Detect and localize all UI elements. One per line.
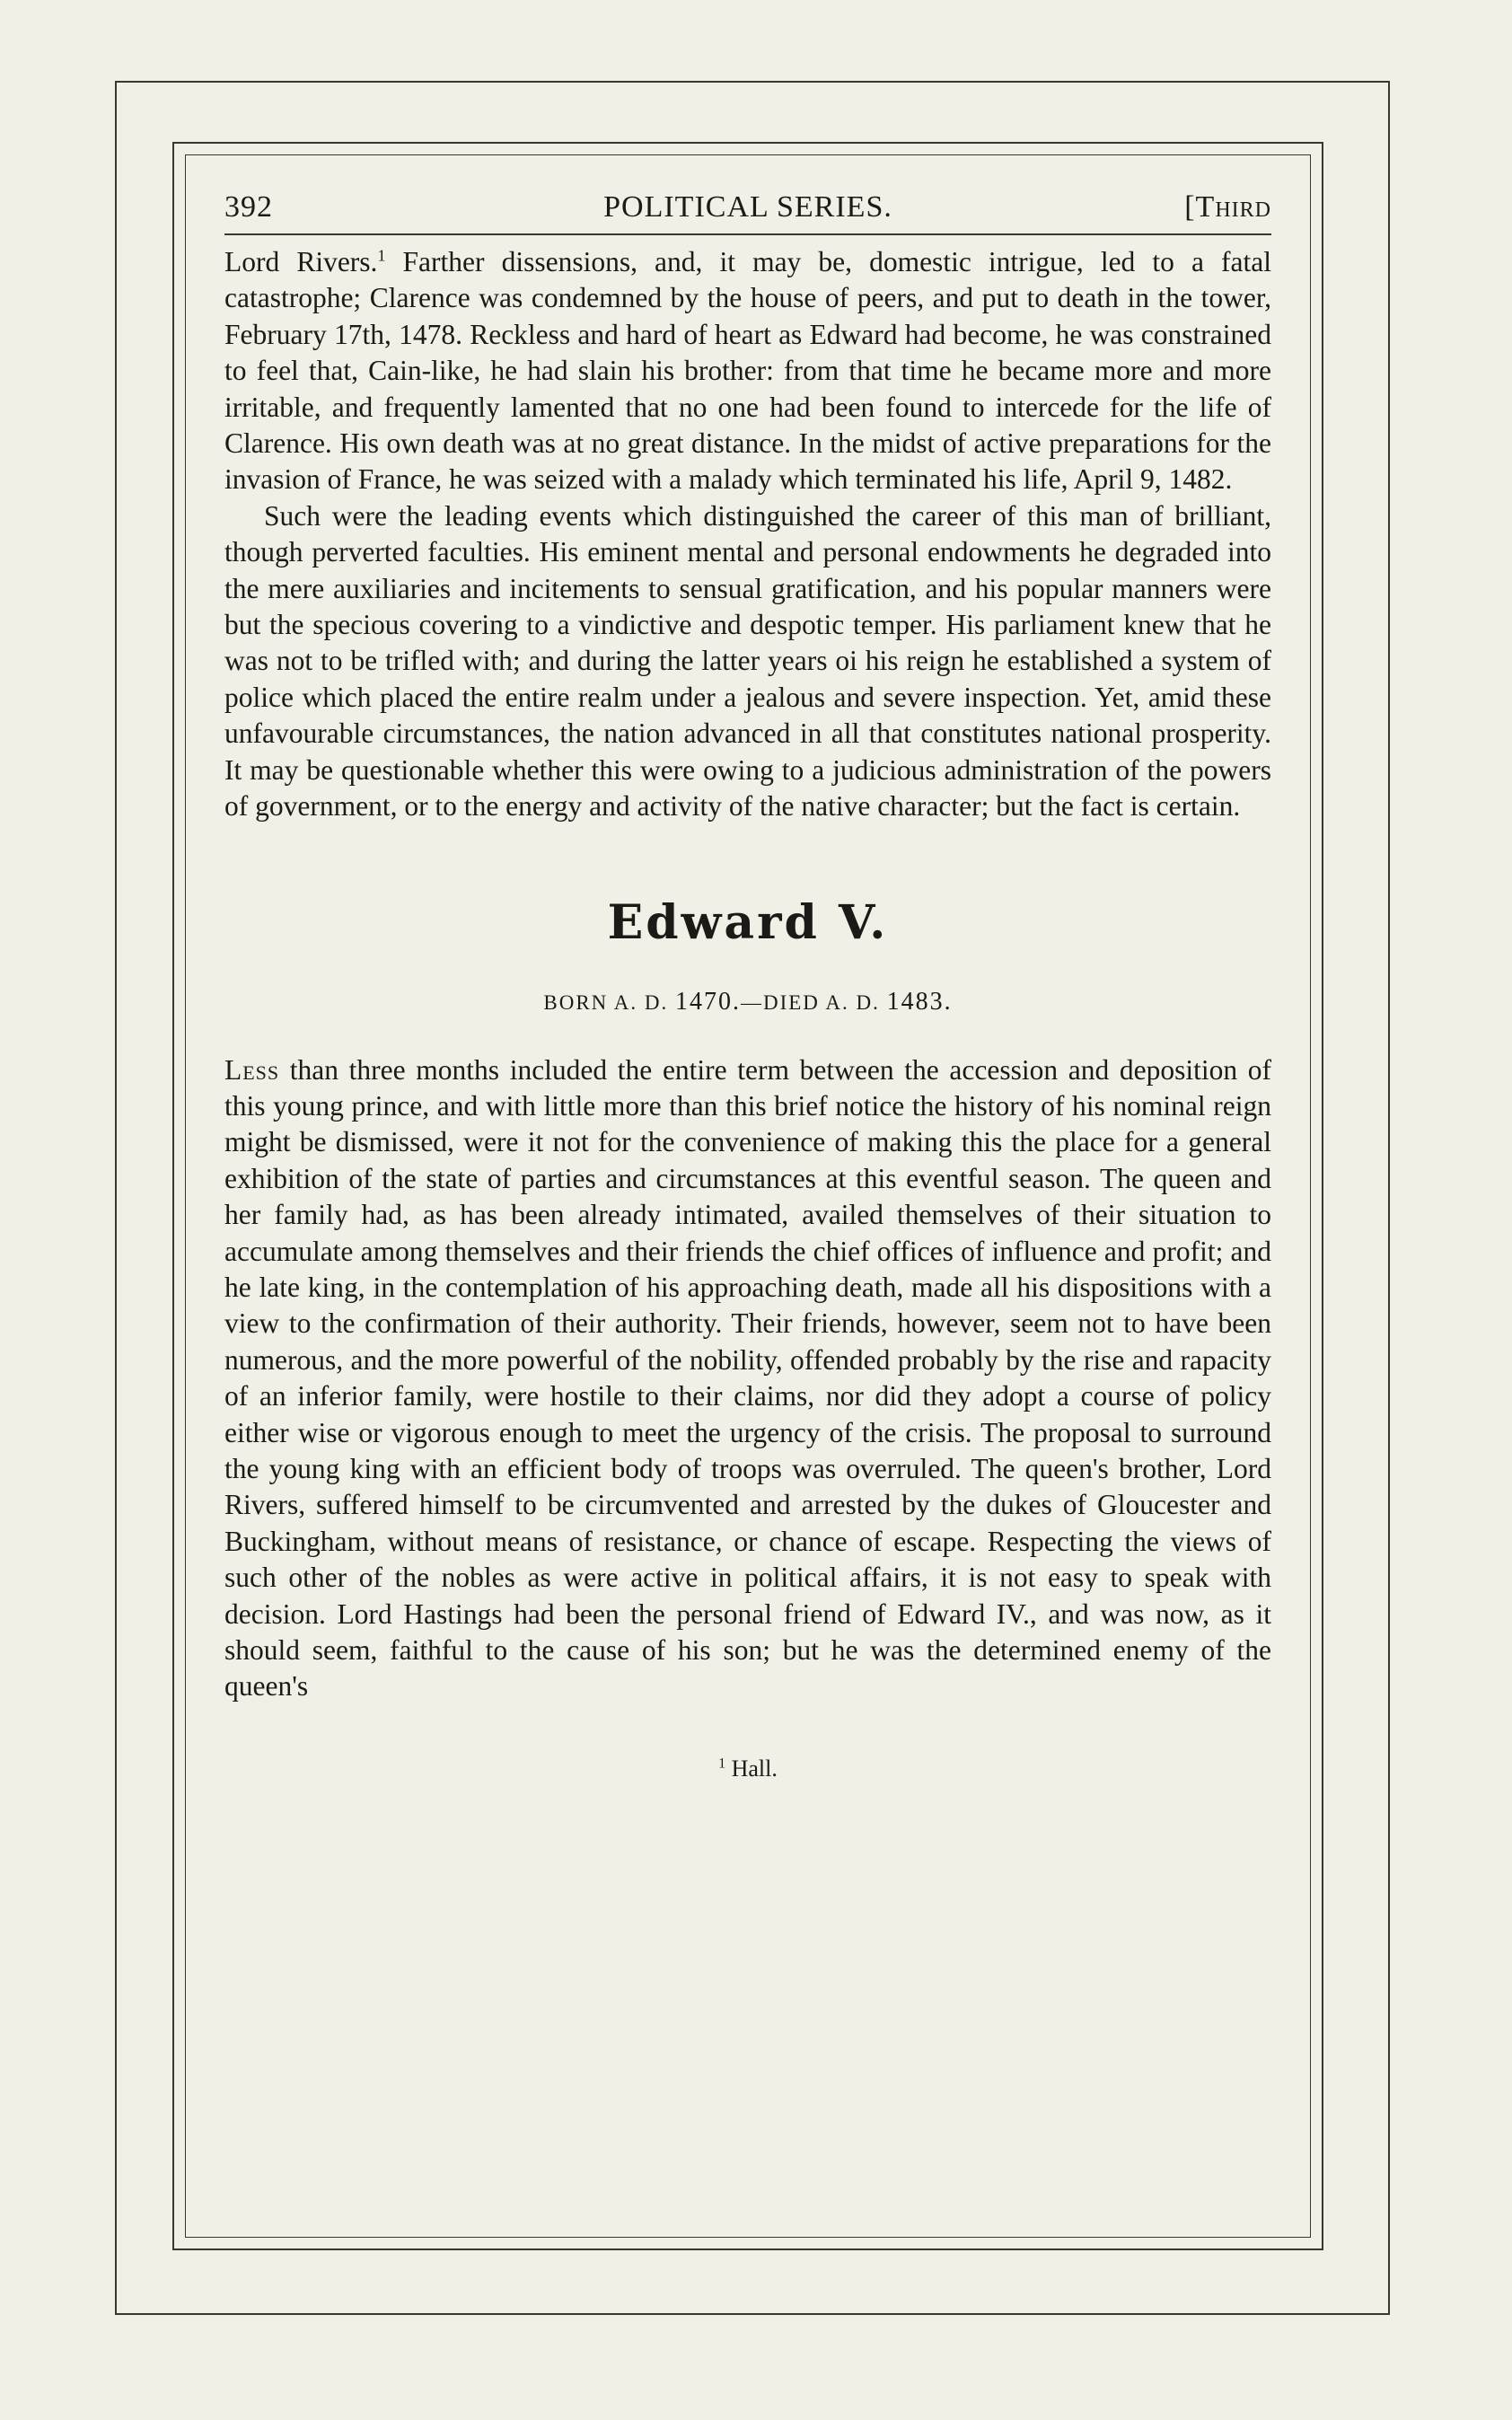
paragraph-3 — [224, 1052, 1271, 1705]
page-number: 392 — [224, 190, 273, 224]
series-title: POLITICAL SERIES. — [603, 190, 892, 224]
footnote — [224, 1756, 1271, 1782]
para3-body: than three months included the entire term between the accession and deposition of this young prince, and with little more than this brief notice the history of his nominal reign might be dismissed, were it not for the convenience of making this the place for a general exhibition of the state of parties and circumstances at this eventful season. The queen and her family had, as has been already intimated, availed themselves of their situation to accumulate among themselves and their friends the chief offices of influence and profit; and he late king, in the contemplation of his approaching death, made all his dispositions with a view to the confirmation of their authority. Their friends, however, seem not to have been numerous, and the more powerful of the nobility, offended probably by the rise and rapacity of an inferior family, were hostile to their claims, nor did they adopt a course of policy either wise or vigorous enough to meet the urgency of the crisis. The proposal to surround the young king with an efficient body of troops was overruled. The queen's brother, Lord Rivers, suffered himself to be circumvented and arrested by the dukes of Gloucester and Buckingham, without means of resistance, or chance of escape. Respecting the views of such other of the nobles as were active in political affairs, it is not easy to speak with decision. Lord Hastings had been the personal friend of Edward IV., and was now, as it should seem, faithful to the cause of his son; but he was the determined enemy of the queen's — [224, 1053, 1271, 1703]
died-label: —DIED A. D. — [740, 990, 880, 1014]
born-label: BORN A. D. — [543, 990, 669, 1014]
footnote-mark: 1 — [718, 1756, 726, 1772]
dates-line — [224, 988, 1271, 1016]
section-text — [224, 1052, 1271, 1705]
section-heading: Edward V. — [607, 894, 889, 950]
para1-start: Lord Rivers. — [224, 246, 378, 277]
footnote-ref: 1 — [377, 246, 386, 265]
page-content — [224, 180, 1271, 1782]
died-year: 1483. — [886, 987, 953, 1016]
paragraph-2: Such were the leading events which distinguished the career of this man of brilliant, though perverted faculties. His eminent mental and personal endowments he degraded into the mere auxiliaries and incitements to sensual gratification, and his popular manners were but the specious covering to a vindictive and despotic temper. His parliament knew that he was not to be trifled with; and during the latter years oi his reign he established a system of police which placed the entire realm under a jealous and severe inspection. Yet, amid these unfavourable circumstances, the nation advanced in all that constitutes national prosperity. It may be questionable whether this were owing to a judicious administration of the powers of government, or to the energy and activity of the native character; but the fact is certain. — [224, 499, 1271, 823]
running-head: [Third — [1184, 190, 1271, 224]
first-word: Less — [224, 1053, 280, 1086]
page-header — [224, 180, 1271, 235]
born-year: 1470. — [674, 987, 741, 1016]
para1-rest: Farther dissensions, and, it may be, domestic intrigue, led to a fatal catastrophe; Clarence was condemned by the house of peers, and put to death in the tower, February 17th, 1478. Reckless and hard of heart as Edward had become, he was constrained to feel that, Cain-like, he had slain his brother: from that time he became more and more irritable, and frequently lamented that no one had been found to intercede for the life of Clarence. His own death was at no great distance. In the midst of active preparations for the invasion of France, he was seized with a malady which terminated his life, April 9, 1482. — [224, 246, 1271, 496]
main-text — [224, 244, 1271, 825]
footnote-text: Hall. — [731, 1755, 778, 1782]
paragraph-1 — [224, 244, 1271, 498]
